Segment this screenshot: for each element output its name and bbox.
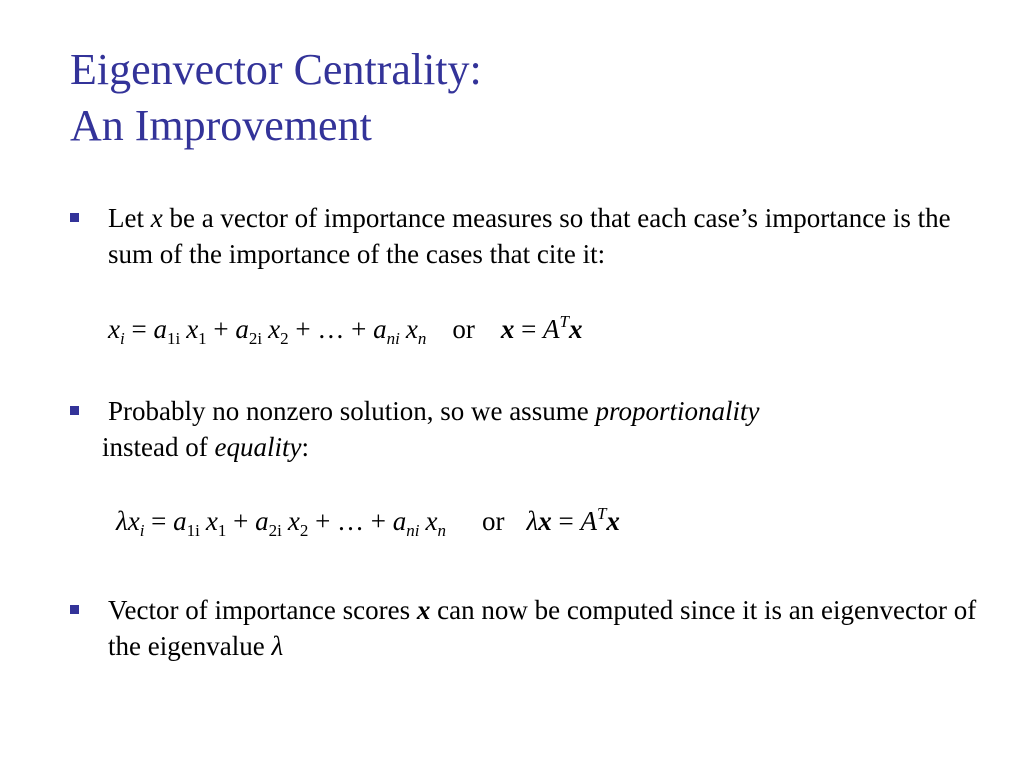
formula-operator: = — [124, 314, 154, 344]
formula-operator: = — [144, 506, 174, 536]
formula-equality — [108, 312, 583, 348]
formula-term: x — [405, 314, 418, 344]
formula-subscript: 2 — [299, 521, 309, 540]
formula-term: a — [173, 506, 187, 536]
formula-vector-x: x — [606, 506, 620, 536]
formula-subscript: 1i — [186, 521, 200, 540]
formula-term: a — [373, 314, 387, 344]
formula-term: x — [287, 506, 300, 536]
emphasis-proportionality: proportionality — [595, 396, 760, 426]
formula-subscript: 2i — [248, 329, 263, 348]
formula-operator: = — [551, 506, 581, 536]
formula-subscript: 1 — [198, 329, 207, 348]
bullet-2-text — [102, 393, 990, 465]
formula-vector-x: x — [538, 506, 552, 536]
formula-term: a — [255, 506, 269, 536]
bullet-1-text — [108, 200, 990, 272]
bullet-square-icon — [70, 406, 79, 415]
bullet-2-text-part: instead of — [102, 432, 215, 462]
bullet-3 — [70, 592, 990, 664]
formula-matrix-a: A — [580, 506, 597, 536]
formula-term: x — [205, 506, 218, 536]
variable-lambda: λ — [271, 631, 284, 661]
formula-matrix-a: A — [543, 314, 560, 344]
formula-vector-x: x — [569, 314, 583, 344]
formula-subscript: i — [119, 329, 125, 348]
formula-superscript: T — [596, 504, 607, 523]
bullet-3-text — [108, 592, 990, 664]
formula-term: x — [127, 506, 140, 536]
title-line-1: Eigenvector Centrality: — [70, 45, 482, 94]
formula-subscript: ni — [406, 521, 420, 540]
formula-or: or — [452, 314, 475, 344]
formula-subscript: 2 — [280, 329, 289, 348]
formula-term: x — [186, 314, 199, 344]
formula-term: x — [425, 506, 438, 536]
formula-subscript: n — [417, 329, 427, 348]
bullet-2 — [70, 393, 990, 465]
bullet-3-text-part: Vector of importance scores — [108, 595, 417, 625]
formula-subscript: 2i — [268, 521, 282, 540]
bullet-3-text-part: can now be computed since it is an eigenvector of the eigenvalue — [108, 595, 977, 661]
bullet-2-text-part: Probably no nonzero solution, so we assume — [108, 396, 596, 426]
title-line-2: An Improvement — [70, 101, 372, 150]
bullet-1-text-part: be a vector of importance measures so that each case’s importance is the sum of the importance of the cases that cite it: — [108, 203, 951, 269]
formula-operator: + — [226, 506, 256, 536]
formula-operator: = — [514, 314, 544, 344]
formula-subscript: ni — [386, 329, 400, 348]
formula-operator: + … + — [308, 506, 393, 536]
formula-subscript: 1i — [166, 329, 181, 348]
formula-superscript: T — [559, 312, 570, 331]
formula-operator: + … + — [288, 314, 374, 344]
formula-term: x — [268, 314, 281, 344]
bullet-1-text-part: Let — [108, 203, 151, 233]
bullet-square-icon — [70, 605, 79, 614]
formula-operator: + — [206, 314, 236, 344]
formula-or: or — [482, 506, 505, 536]
formula-subscript: i — [139, 521, 145, 540]
bullet-1 — [70, 200, 990, 272]
variable-x: x — [150, 203, 163, 233]
variable-x: x — [416, 595, 431, 625]
formula-term: a — [153, 314, 167, 344]
formula-term: x — [108, 314, 120, 344]
formula-subscript: 1 — [217, 521, 227, 540]
formula-vector-x: x — [500, 314, 515, 344]
bullet-2-text-part: : — [301, 432, 309, 462]
formula-lambda: λ — [526, 506, 539, 536]
formula-term: a — [235, 314, 249, 344]
formula-proportionality — [116, 504, 620, 540]
formula-subscript: n — [437, 521, 447, 540]
formula-term: a — [392, 506, 407, 536]
bullet-square-icon — [70, 213, 79, 222]
emphasis-equality: equality — [214, 432, 302, 462]
slide-title — [70, 42, 482, 154]
formula-lambda: λ — [116, 506, 128, 536]
